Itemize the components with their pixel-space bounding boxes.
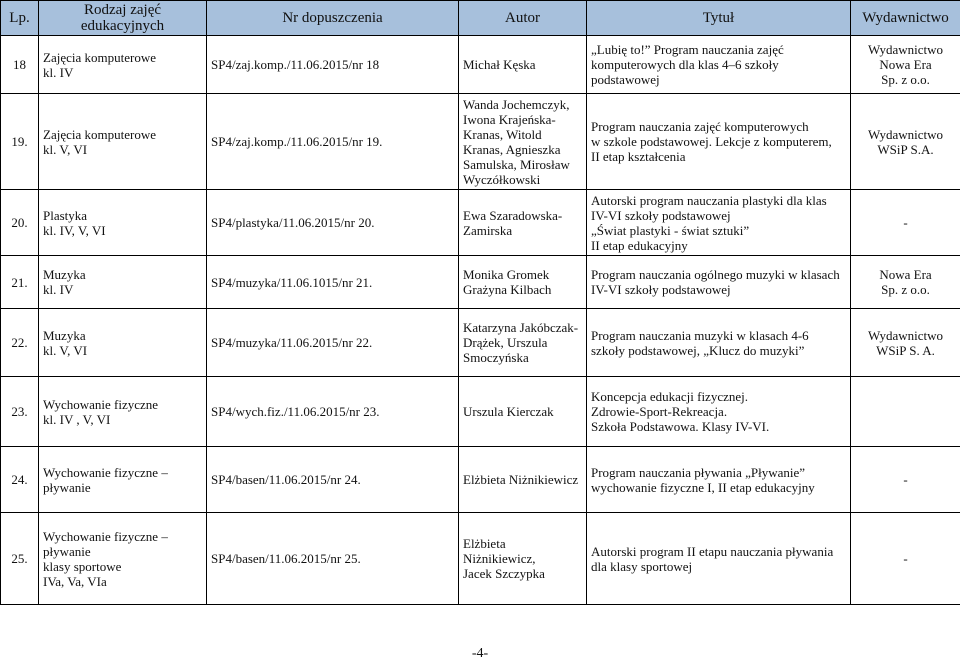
row-publisher: - <box>851 190 960 256</box>
header-publisher: Wydawnictwo <box>851 1 960 36</box>
row-type: Wychowanie fizyczne kl. IV , V, VI <box>39 377 207 447</box>
row-approval-number: SP4/basen/11.06.2015/nr 24. <box>207 447 459 513</box>
row-approval-number: SP4/zaj.komp./11.06.2015/nr 19. <box>207 94 459 190</box>
row-approval-number: SP4/zaj.komp./11.06.2015/nr 18 <box>207 36 459 94</box>
row-approval-number: SP4/muzyka/11.06.2015/nr 22. <box>207 309 459 377</box>
row-title: Program nauczania ogólnego muzyki w klasach IV-VI szkoły podstawowej <box>587 256 851 309</box>
table-row <box>1 94 960 190</box>
row-title: Koncepcja edukacji fizycznej. Zdrowie-Sport-Rekreacja. Szkoła Podstawowa. Klasy IV-VI. <box>587 377 851 447</box>
row-publisher: Wydawnictwo Nowa Era Sp. z o.o. <box>851 36 960 94</box>
row-type: Zajęcia komputerowe kl. V, VI <box>39 94 207 190</box>
table-row <box>1 447 960 513</box>
row-type: Wychowanie fizyczne – pływanie <box>39 447 207 513</box>
row-author: Wanda Jochemczyk, Iwona Krajeńska- Kranas, Witold Kranas, Agnieszka Samulska, Mirosław Wyczółkowski <box>459 94 587 190</box>
row-number: 20. <box>1 190 39 256</box>
table-row <box>1 309 960 377</box>
row-author: Elżbieta Niżnikiewicz, Jacek Szczypka <box>459 513 587 605</box>
row-publisher: - <box>851 513 960 605</box>
header-lp: Lp. <box>1 1 39 36</box>
row-publisher: Wydawnictwo WSiP S. A. <box>851 309 960 377</box>
row-type: Muzyka kl. IV <box>39 256 207 309</box>
row-author: Michał Kęska <box>459 36 587 94</box>
table-row <box>1 377 960 447</box>
header-author: Autor <box>459 1 587 36</box>
table-row <box>1 513 960 605</box>
row-title: „Lubię to!” Program nauczania zajęć komputerowych dla klas 4–6 szkoły podstawowej <box>587 36 851 94</box>
table-row <box>1 190 960 256</box>
row-approval-number: SP4/basen/11.06.2015/nr 25. <box>207 513 459 605</box>
row-number: 19. <box>1 94 39 190</box>
row-number: 25. <box>1 513 39 605</box>
header-title: Tytuł <box>587 1 851 36</box>
row-title: Program nauczania pływania „Pływanie” wychowanie fizyczne I, II etap edukacyjny <box>587 447 851 513</box>
row-approval-number: SP4/muzyka/11.06.1015/nr 21. <box>207 256 459 309</box>
row-publisher <box>851 377 960 447</box>
row-publisher: Wydawnictwo WSiP S.A. <box>851 94 960 190</box>
row-number: 18 <box>1 36 39 94</box>
row-number: 23. <box>1 377 39 447</box>
row-author: Monika Gromek Grażyna Kilbach <box>459 256 587 309</box>
table-row <box>1 36 960 94</box>
row-approval-number: SP4/plastyka/11.06.2015/nr 20. <box>207 190 459 256</box>
row-title: Program nauczania zajęć komputerowych w szkole podstawowej. Lekcje z komputerem, II etap kształcenia <box>587 94 851 190</box>
row-author: Urszula Kierczak <box>459 377 587 447</box>
row-number: 21. <box>1 256 39 309</box>
row-author: Katarzyna Jakóbczak- Drążek, Urszula Smoczyńska <box>459 309 587 377</box>
header-row <box>1 1 960 36</box>
row-author: Elżbieta Niżnikiewicz <box>459 447 587 513</box>
row-publisher: - <box>851 447 960 513</box>
row-title: Autorski program II etapu nauczania pływania dla klasy sportowej <box>587 513 851 605</box>
row-number: 22. <box>1 309 39 377</box>
header-type: Rodzaj zajęć edukacyjnych <box>39 1 207 36</box>
row-type: Wychowanie fizyczne – pływanie klasy sportowe IVa, Va, VIa <box>39 513 207 605</box>
row-title: Program nauczania muzyki w klasach 4-6 szkoły podstawowej, „Klucz do muzyki” <box>587 309 851 377</box>
row-type: Muzyka kl. V, VI <box>39 309 207 377</box>
row-approval-number: SP4/wych.fiz./11.06.2015/nr 23. <box>207 377 459 447</box>
row-type: Zajęcia komputerowe kl. IV <box>39 36 207 94</box>
row-title: Autorski program nauczania plastyki dla klas IV-VI szkoły podstawowej „Świat plastyki - świat sztuki” II etap edukacyjny <box>587 190 851 256</box>
row-publisher: Nowa Era Sp. z o.o. <box>851 256 960 309</box>
header-nr: Nr dopuszczenia <box>207 1 459 36</box>
row-type: Plastyka kl. IV, V, VI <box>39 190 207 256</box>
row-author: Ewa Szaradowska- Zamirska <box>459 190 587 256</box>
table-row <box>1 256 960 309</box>
page-number: -4- <box>471 646 489 661</box>
row-number: 24. <box>1 447 39 513</box>
